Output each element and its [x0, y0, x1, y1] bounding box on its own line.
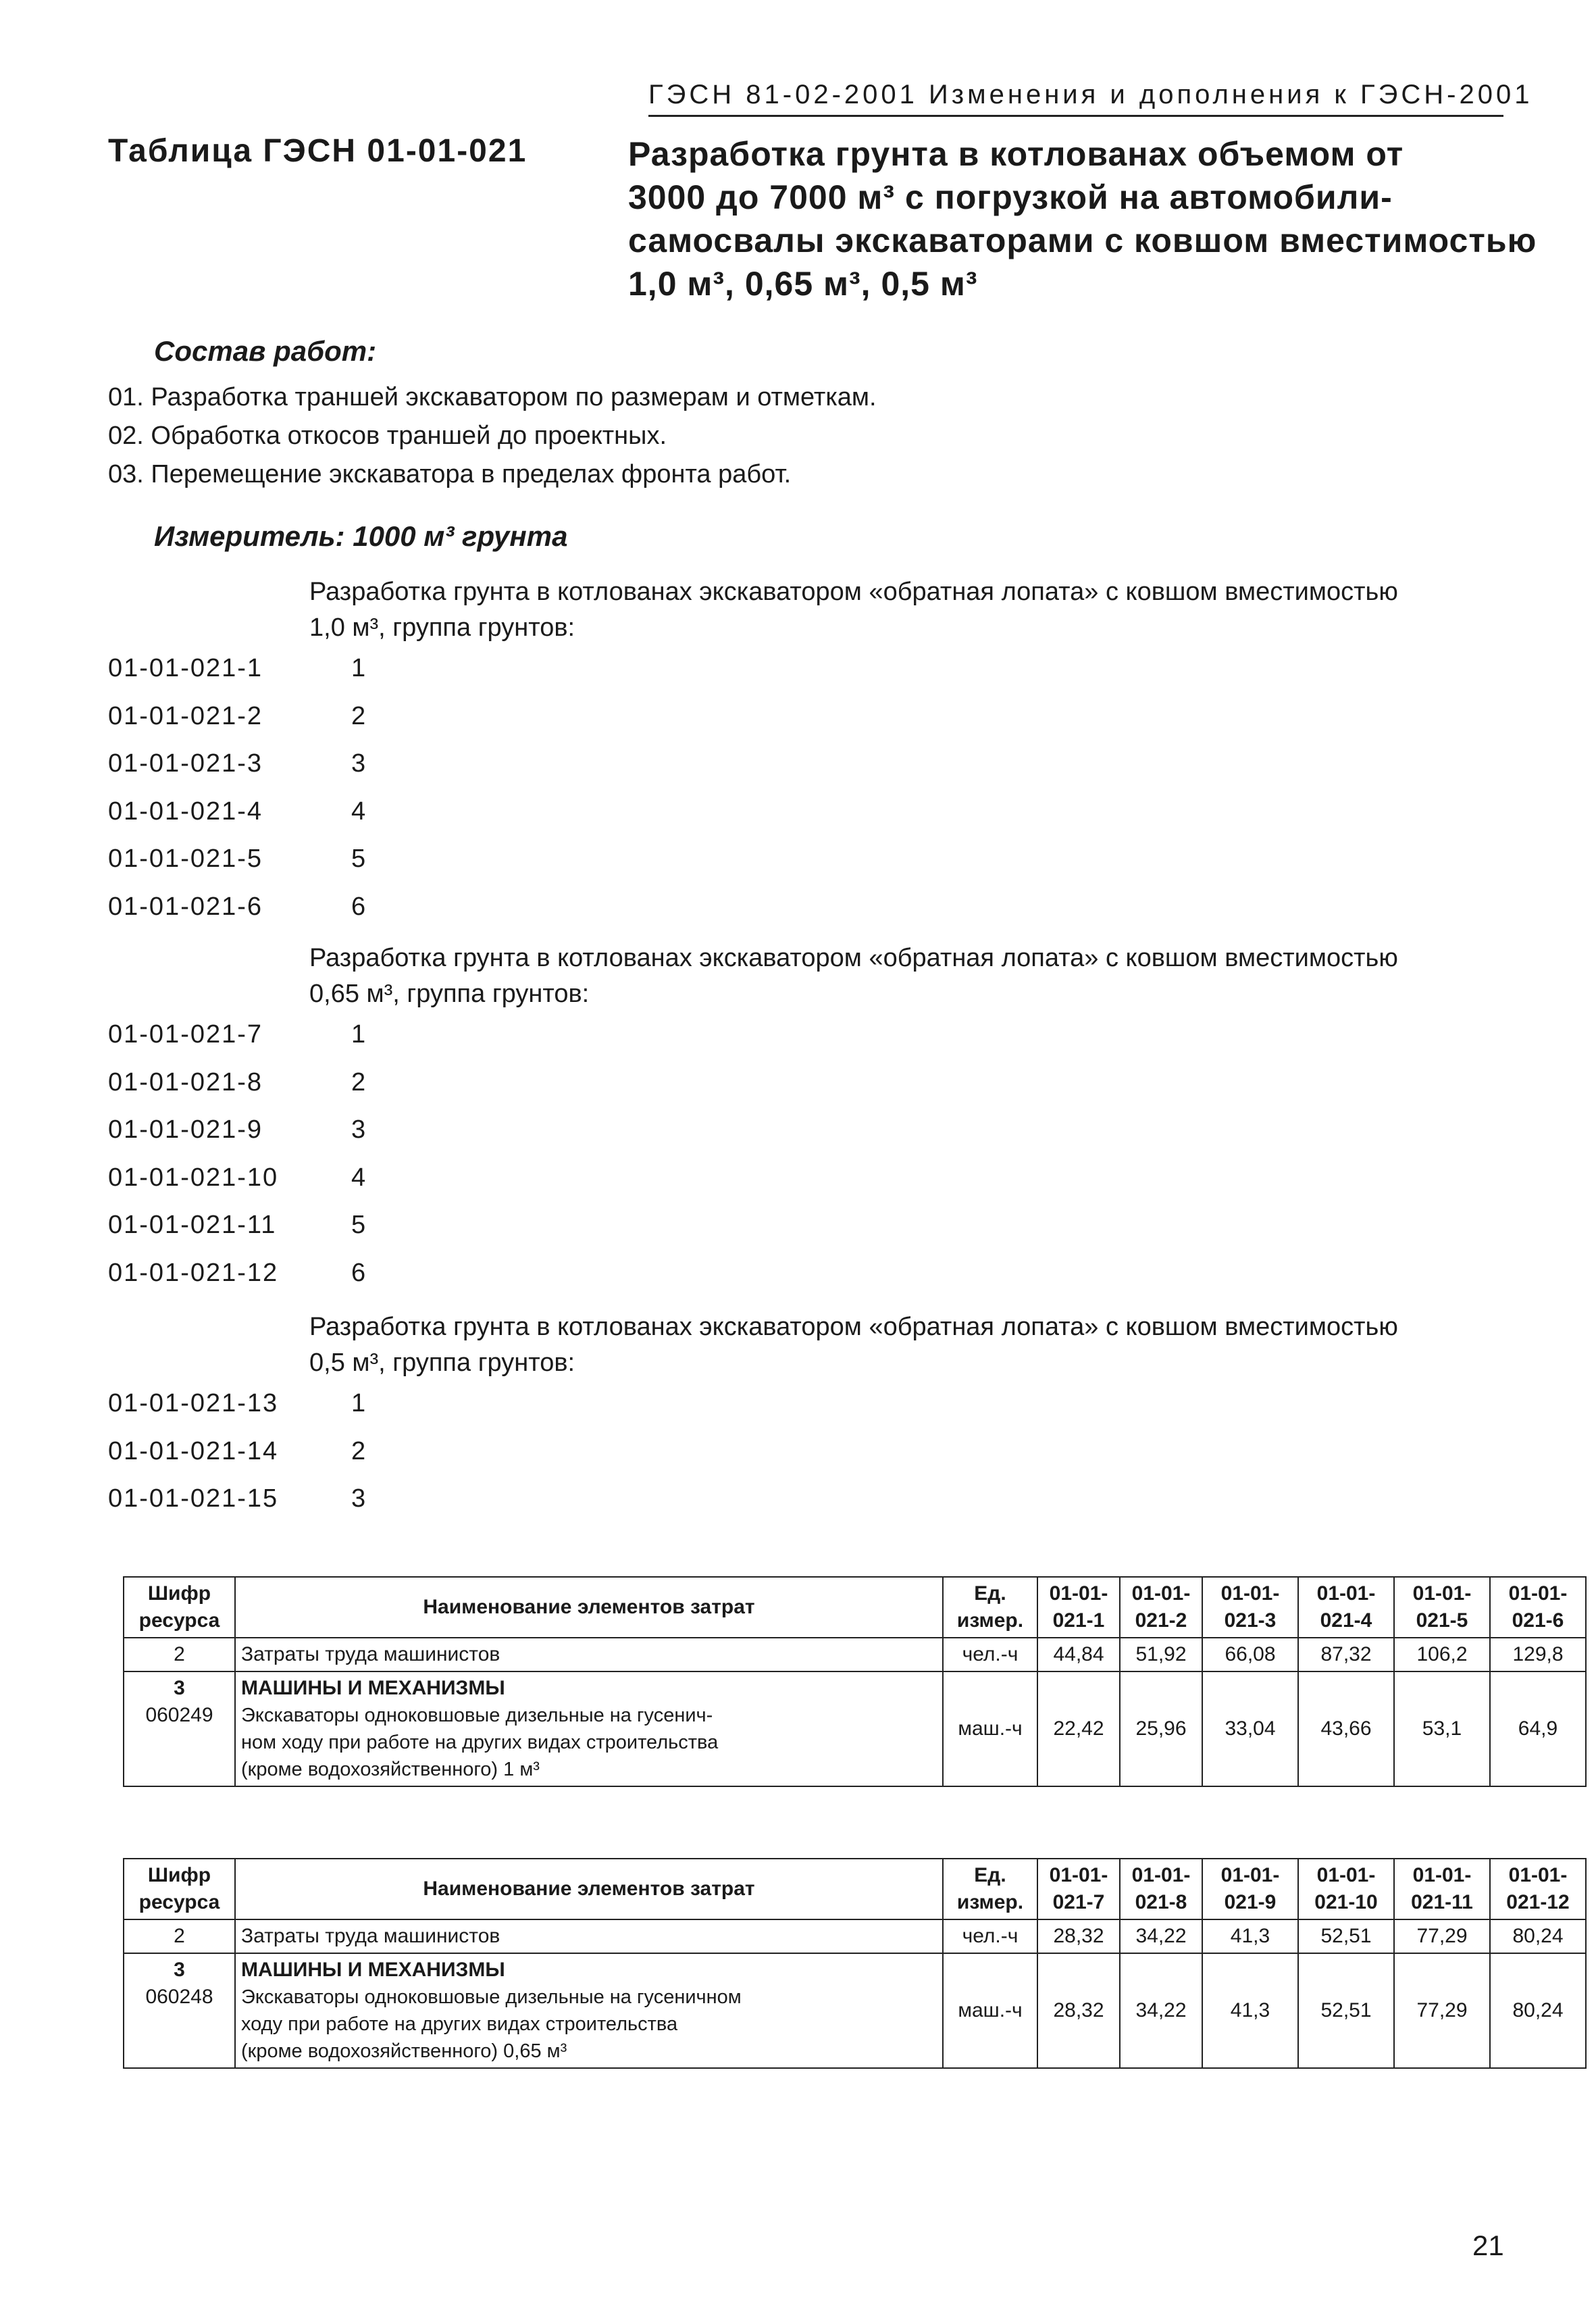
column-header-unit: [943, 1859, 1037, 1919]
table-row: [124, 1953, 1586, 2068]
column-header-norm: [1298, 1577, 1394, 1638]
code-row: [108, 749, 366, 778]
code-row: [108, 1115, 366, 1145]
soil-group-number: 5: [351, 1211, 366, 1239]
running-header: ГЭСН 81-02-2001 Изменения и дополнения к ГЭСН-2001: [648, 80, 1533, 109]
group-description-line: Разработка грунта в котлованах экскаватором «обратная лопата» с ковшом вместимостью: [309, 944, 1398, 972]
resource-name: Затраты труда машинистов: [235, 1638, 943, 1671]
column-header-norm: [1490, 1859, 1586, 1919]
soil-group-number: 4: [351, 797, 366, 826]
resource-unit: маш.-ч: [943, 1953, 1037, 2068]
resource-value: 43,66: [1298, 1671, 1394, 1786]
group-description-line: 0,5 м³, группа грунтов:: [309, 1349, 575, 1377]
resource-value: 44,84: [1037, 1638, 1120, 1671]
norm-code: 01-01-021-11: [108, 1211, 277, 1239]
resource-value: 129,8: [1490, 1638, 1586, 1671]
column-header-norm: [1037, 1859, 1120, 1919]
norm-code: 01-01-021-1: [108, 654, 263, 682]
column-header-norm-line: 01-01-: [1049, 1864, 1108, 1886]
resource-name: Затраты труда машинистов: [235, 1919, 943, 1953]
machine-resource-code: 060249: [145, 1704, 213, 1726]
works-list: [108, 378, 877, 494]
table-row: [124, 1919, 1586, 1953]
column-header-norm-line: 021-6: [1512, 1609, 1564, 1632]
norm-code: 01-01-021-6: [108, 892, 263, 921]
column-header-code-line: ресурса: [138, 1609, 220, 1632]
soil-group-number: 3: [351, 749, 366, 778]
soil-group-number: 4: [351, 1163, 366, 1192]
resource-value: 28,32: [1037, 1953, 1120, 2068]
machine-name-line: (кроме водохозяйственного) 0,65 м³: [241, 2040, 567, 2062]
soil-group-number: 1: [351, 654, 366, 682]
norm-code: 01-01-021-14: [108, 1436, 279, 1465]
soil-group-number: 6: [351, 892, 366, 921]
soil-group-number: 1: [351, 1389, 366, 1417]
table-header-row: [124, 1859, 1586, 1919]
column-header-norm: [1037, 1577, 1120, 1638]
column-header-name: Наименование элементов затрат: [235, 1577, 943, 1638]
column-header-norm-line: 021-10: [1314, 1891, 1378, 1913]
column-header-code-line: ресурса: [138, 1891, 220, 1913]
column-header-norm: [1120, 1859, 1202, 1919]
norm-code: 01-01-021-5: [108, 845, 263, 873]
work-item: 01. Разработка траншей экскаватором по размерам и отметкам.: [108, 383, 877, 411]
resource-value: 77,29: [1394, 1919, 1490, 1953]
group-description: [309, 574, 1512, 646]
soil-group-number: 2: [351, 1067, 366, 1097]
work-item: 02. Обработка откосов траншей до проектных.: [108, 422, 667, 450]
group-description-line: 0,65 м³, группа грунтов:: [309, 980, 590, 1008]
column-header-norm-line: 01-01-: [1316, 1582, 1376, 1605]
machine-resource-code: 060248: [145, 1986, 213, 2008]
column-header-norm: [1120, 1577, 1202, 1638]
resource-value: 53,1: [1394, 1671, 1490, 1786]
unit-line: Измеритель: 1000 м³ грунта: [154, 520, 568, 552]
resource-unit: чел.-ч: [943, 1638, 1037, 1671]
column-header-norm: [1202, 1859, 1298, 1919]
code-row: [108, 1067, 366, 1097]
norm-code: 01-01-021-3: [108, 749, 263, 778]
column-header-norm: [1394, 1577, 1490, 1638]
column-header-norm-line: 01-01-: [1412, 1582, 1472, 1605]
resource-value: 80,24: [1490, 1953, 1586, 2068]
cost-table-2: [123, 1858, 1587, 2069]
resource-code: [124, 1671, 235, 1786]
column-header-code: [124, 1577, 235, 1638]
machine-name-line: Экскаваторы одноковшовые дизельные на гусенич-: [241, 1705, 713, 1726]
works-heading: Состав работ:: [154, 335, 377, 367]
machine-name-line: (кроме водохозяйственного) 1 м³: [241, 1759, 540, 1780]
column-header-unit: [943, 1577, 1037, 1638]
resource-name: [235, 1953, 943, 2068]
document-title: [628, 132, 1537, 305]
group-description-line: Разработка грунта в котлованах экскаватором «обратная лопата» с ковшом вместимостью: [309, 578, 1398, 606]
column-header-unit-line: Ед.: [974, 1582, 1006, 1605]
column-header-norm-line: 021-3: [1224, 1609, 1277, 1632]
code-row: [108, 1211, 366, 1240]
column-header-norm-line: 021-4: [1320, 1609, 1372, 1632]
soil-group-number: 3: [351, 1115, 366, 1144]
column-header-norm-line: 01-01-: [1220, 1582, 1280, 1605]
machine-name-line: ном ходу при работе на других видах строительства: [241, 1732, 719, 1753]
norm-code: 01-01-021-13: [108, 1389, 279, 1417]
column-header-norm-line: 021-12: [1506, 1891, 1570, 1913]
column-header-norm-line: 021-8: [1135, 1891, 1187, 1913]
code-row: [108, 654, 366, 683]
machine-name-line: ходу при работе на других видах строительства: [241, 2013, 678, 2035]
resource-value: 106,2: [1394, 1638, 1490, 1671]
norm-code: 01-01-021-15: [108, 1484, 279, 1513]
column-header-unit-line: измер.: [956, 1891, 1024, 1913]
title-line: 3000 до 7000 м³ с погрузкой на автомобили-: [628, 178, 1393, 216]
resource-value: 52,51: [1298, 1953, 1394, 2068]
resource-value: 80,24: [1490, 1919, 1586, 1953]
column-header-norm-line: 01-01-: [1508, 1864, 1568, 1886]
code-row: [108, 1020, 366, 1049]
column-header-code-line: Шифр: [147, 1582, 211, 1605]
table-row: [124, 1638, 1586, 1671]
column-header-norm-line: 01-01-: [1049, 1582, 1108, 1605]
soil-group-number: 6: [351, 1258, 366, 1287]
title-line: Разработка грунта в котлованах объемом от: [628, 135, 1404, 173]
norm-code: 01-01-021-4: [108, 797, 263, 826]
column-header-norm-line: 021-9: [1224, 1891, 1277, 1913]
resource-value: 41,3: [1202, 1953, 1298, 2068]
column-header-norm-line: 01-01-: [1131, 1582, 1191, 1605]
column-header-norm-line: 021-11: [1411, 1891, 1473, 1913]
column-header-norm-line: 01-01-: [1316, 1864, 1376, 1886]
norm-code: 01-01-021-12: [108, 1258, 279, 1287]
column-header-unit-line: Ед.: [974, 1864, 1006, 1886]
norm-code: 01-01-021-8: [108, 1067, 263, 1097]
column-header-code-line: Шифр: [147, 1864, 211, 1886]
section-title: МАШИНЫ И МЕХАНИЗМЫ: [241, 1677, 505, 1699]
soil-group-number: 5: [351, 845, 366, 873]
code-row: [108, 1484, 366, 1513]
code-row: [108, 797, 366, 826]
section-code: 3: [174, 1677, 185, 1699]
column-header-code: [124, 1859, 235, 1919]
section-code: 3: [174, 1959, 185, 1981]
resource-value: 51,92: [1120, 1638, 1202, 1671]
soil-group-number: 3: [351, 1484, 366, 1513]
resource-value: 28,32: [1037, 1919, 1120, 1953]
code-row: [108, 892, 366, 922]
table-row: [124, 1671, 1586, 1786]
resource-value: 33,04: [1202, 1671, 1298, 1786]
soil-group-number: 2: [351, 701, 366, 730]
work-item: 03. Перемещение экскаватора в пределах фронта работ.: [108, 460, 792, 488]
resource-value: 64,9: [1490, 1671, 1586, 1786]
column-header-norm-line: 01-01-: [1131, 1864, 1191, 1886]
soil-group-number: 2: [351, 1436, 366, 1465]
header-rule: [648, 115, 1503, 117]
table-header-row: [124, 1577, 1586, 1638]
column-header-norm: [1490, 1577, 1586, 1638]
code-row: [108, 845, 366, 874]
column-header-norm-line: 021-7: [1052, 1891, 1105, 1913]
group-description: [309, 1309, 1512, 1381]
resource-value: 34,22: [1120, 1919, 1202, 1953]
code-row: [108, 1436, 366, 1466]
norm-code: 01-01-021-9: [108, 1115, 263, 1144]
cost-table-1: [123, 1576, 1587, 1787]
title-line: самосвалы экскаваторами с ковшом вместимостью: [628, 222, 1537, 259]
code-row: [108, 1389, 366, 1418]
column-header-norm: [1298, 1859, 1394, 1919]
column-header-norm: [1394, 1859, 1490, 1919]
column-header-norm-line: 021-1: [1052, 1609, 1105, 1632]
resource-value: 52,51: [1298, 1919, 1394, 1953]
section-title: МАШИНЫ И МЕХАНИЗМЫ: [241, 1959, 505, 1981]
resource-value: 77,29: [1394, 1953, 1490, 2068]
group-description: [309, 940, 1512, 1012]
column-header-norm-line: 021-2: [1135, 1609, 1187, 1632]
norm-code: 01-01-021-10: [108, 1163, 279, 1192]
machine-name-line: Экскаваторы одноковшовые дизельные на гусеничном: [241, 1986, 742, 2008]
resource-value: 34,22: [1120, 1953, 1202, 2068]
resource-unit: маш.-ч: [943, 1671, 1037, 1786]
resource-value: 25,96: [1120, 1671, 1202, 1786]
code-row: [108, 1163, 366, 1192]
resource-value: 66,08: [1202, 1638, 1298, 1671]
group-description-line: 1,0 м³, группа грунтов:: [309, 613, 575, 642]
resource-code: 2: [124, 1638, 235, 1671]
column-header-norm-line: 01-01-: [1220, 1864, 1280, 1886]
soil-group-number: 1: [351, 1020, 366, 1049]
table-id: Таблица ГЭСН 01-01-021: [108, 133, 527, 169]
column-header-norm-line: 021-5: [1416, 1609, 1468, 1632]
column-header-unit-line: измер.: [956, 1609, 1024, 1632]
column-header-norm-line: 01-01-: [1508, 1582, 1568, 1605]
norm-code: 01-01-021-7: [108, 1020, 263, 1049]
column-header-norm-line: 01-01-: [1412, 1864, 1472, 1886]
code-row: [108, 701, 366, 731]
resource-value: 87,32: [1298, 1638, 1394, 1671]
title-line: 1,0 м³, 0,65 м³, 0,5 м³: [628, 265, 978, 303]
resource-value: 22,42: [1037, 1671, 1120, 1786]
resource-name: [235, 1671, 943, 1786]
resource-code: 2: [124, 1919, 235, 1953]
resource-value: 41,3: [1202, 1919, 1298, 1953]
code-row: [108, 1258, 366, 1288]
column-header-norm: [1202, 1577, 1298, 1638]
page-number: 21: [1472, 2230, 1504, 2261]
column-header-name: Наименование элементов затрат: [235, 1859, 943, 1919]
group-description-line: Разработка грунта в котлованах экскаватором «обратная лопата» с ковшом вместимостью: [309, 1313, 1398, 1341]
resource-unit: чел.-ч: [943, 1919, 1037, 1953]
norm-code: 01-01-021-2: [108, 701, 263, 730]
resource-code: [124, 1953, 235, 2068]
